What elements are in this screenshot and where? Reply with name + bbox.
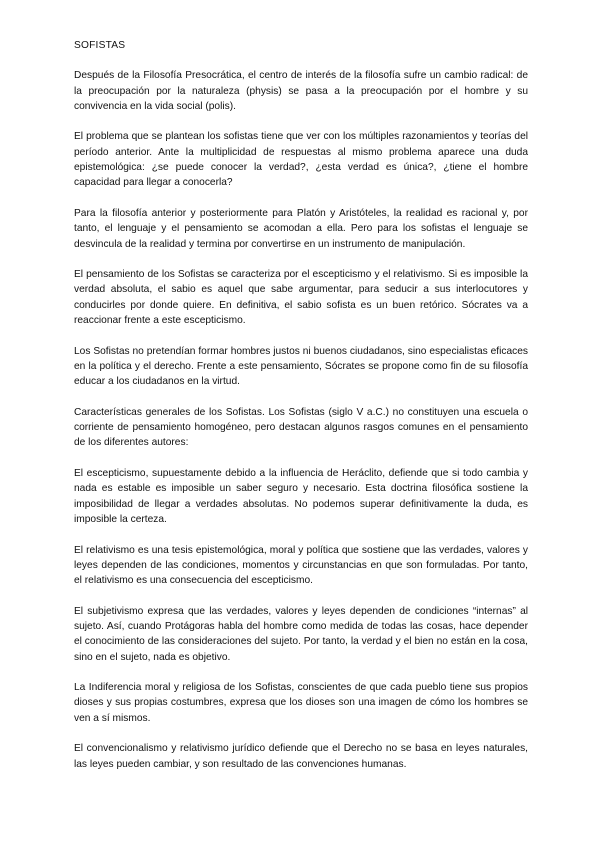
paragraph-10: La Indiferencia moral y religiosa de los Sofistas, conscientes de que cada pueblo tiene sus propios dioses y sus propias costumbres, expresa que los dioses son una imagen de cómo los hombres se ven a sí mismos. [74, 682, 528, 724]
paragraph-3: Para la filosofía anterior y posteriormente para Platón y Aristóteles, la realidad es racional y, por tanto, el lenguaje y el pensamiento se acomodan a ella. Pero para los sofistas el lenguaje se desvincula de la realidad y termina por convertirse en un instrumento de manipulación. [74, 207, 528, 250]
paragraph-7: El escepticismo, supuestamente debido a la influencia de Heráclito, defiende que si todo cambia y nada es estable es imposible un saber seguro y necesario. Esta doctrina filosófica sostiene la imposibilidad de llegar a verdades absolutas. No podemos superar definitivamente la duda, es imposible la certeza. [74, 468, 528, 525]
paragraph-2: El problema que se plantean los sofistas tiene que ver con los múltiples razonamientos y teorías del período anterior. Ante la multiplicidad de respuestas al mismo problema aparece una duda epistemológica: ¿se puede conocer la verdad?, ¿esta verdad es única?, ¿tiene el hombre capacidad para llegar a conocerla? [74, 131, 528, 189]
paragraph-4: El pensamiento de los Sofistas se caracteriza por el escepticismo y el relativismo. Si es imposible la verdad absoluta, el sabio es aquel que sabe argumentar, para seducir a sus interlocutores y conducirles por donde quiere. En definitiva, el sabio sofista es un buen retórico. Sócrates va a reaccionar frente a este escepticismo. [74, 269, 528, 327]
paragraph-11: El convencionalismo y relativismo jurídico defiende que el Derecho no se basa en leyes naturales, las leyes pueden cambiar, y son resultado de las convenciones humanas. [74, 743, 528, 770]
paragraph-6: Características generales de los Sofistas. Los Sofistas (siglo V a.C.) no constituyen una escuela o corriente de pensamiento homogéneo, pero destacan algunos rasgos comunes en el pensamiento de los diferentes autores: [74, 406, 528, 449]
paragraph-9: El subjetivismo expresa que las verdades, valores y leyes dependen de condiciones “internas” al sujeto. Así, cuando Protágoras habla del hombre como medida de todas las cosas, hace depender el conocimiento de las consideraciones del sujeto. Por tanto, la verdad y el bien no están en la cosa, sino en el sujeto, nada es objetivo. [74, 605, 528, 663]
paragraph-8: El relativismo es una tesis epistemológica, moral y política que sostiene que las verdades, valores y leyes dependen de las condiciones, momentos y circunstancias en que son formuladas. Por tanto, el relativismo es una consecuencia del escepticismo. [74, 544, 528, 587]
paragraph-1: Después de la Filosofía Presocrática, el centro de interés de la filosofía sufre un cambio radical: de la preocupación por la naturaleza (physis) se pasa a la preocupación por el hombre y su convivencia en la vida social (polis). [74, 70, 528, 112]
paragraph-5: Los Sofistas no pretendían formar hombres justos ni buenos ciudadanos, sino especialistas eficaces en la política y el derecho. Frente a este pensamiento, Sócrates se propone como fin de su filosofía educar a los ciudadanos en la virtud. [74, 345, 528, 388]
document-title: SOFISTAS [74, 40, 126, 51]
document-page [74, 38, 528, 787]
